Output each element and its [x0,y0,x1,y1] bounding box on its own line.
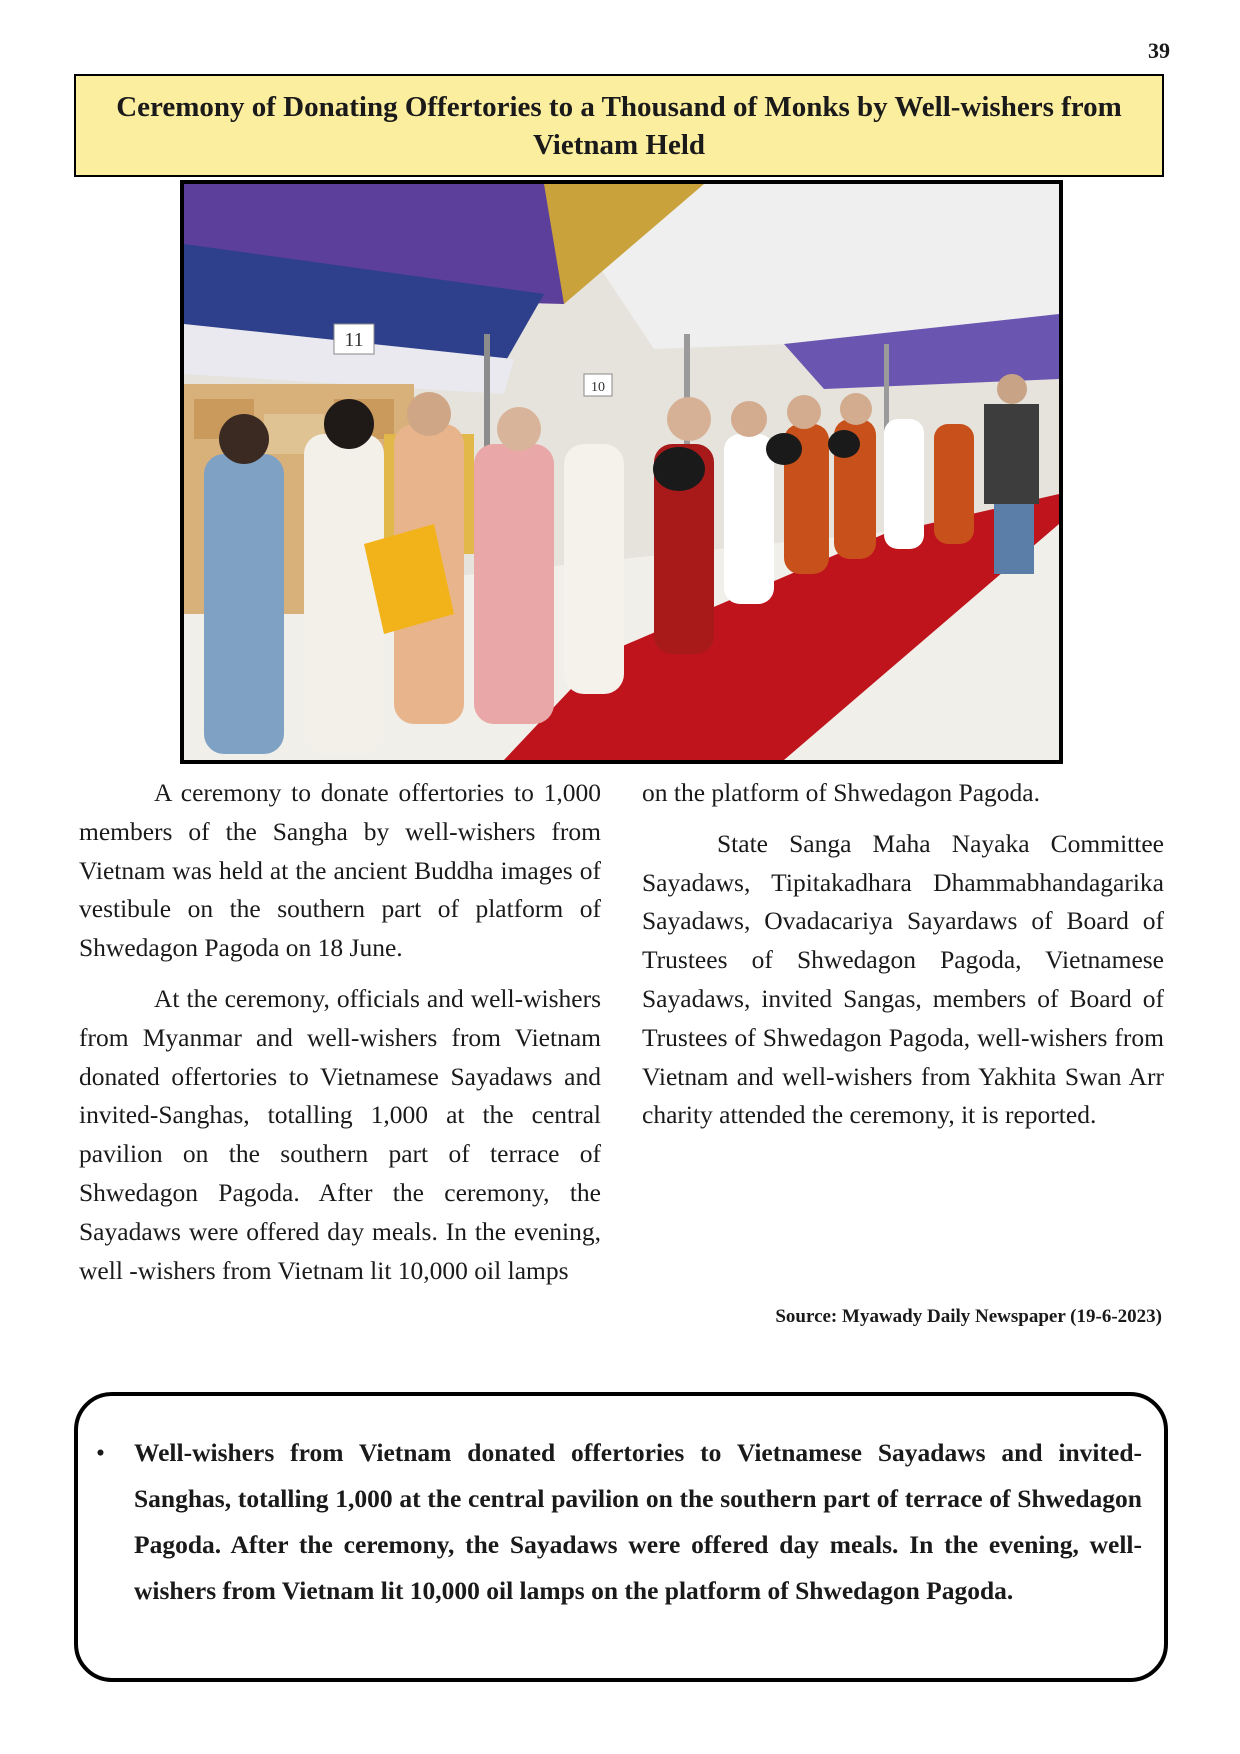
summary-bullet: • Well-wishers from Vietnam donated offertories to Vietnamese Sayadaws and invited-Sanghas, totalling 1,000 at the central pavilion on the southern part of terrace of Shwedagon Pagoda. After the ceremony, the Sayadaws were offered day meals. In the evening, well-wishers from Vietnam lit 10,000 oil lamps on the platform of Shwedagon Pagoda. [134,1430,1142,1614]
ceremony-photo-illustration [184,184,1059,760]
summary-list [78,1396,1164,1614]
booth-sign-11: 11 [344,329,364,351]
article-paragraph-2: At the ceremony, officials and well-wishers from Myanmar and well-wishers from Vietnam donated offertories to Vietnamese Sayadaws and invited-Sanghas, totalling 1,000 at the central pavilion on the southern part of terrace of Shwedagon Pagoda. After the ceremony, the Sayadaws were offered day meals. In the evening, well -wishers from Vietnam lit 10,000 oil lamps [79,983,601,1285]
source-citation: Source: Myawady Daily Newspaper (19-6-2023) [775,1306,1162,1327]
article-right-column [642,774,1164,1147]
article-left-column [79,774,601,1302]
article-paragraph-3: State Sanga Maha Nayaka Committee Sayadaws, Tipitakadhara Dhammabhandagarika Sayadaws, Ovadacariya Sayardaws of Board of Trustees of Shwedagon Pagoda, Vietnamese Sayadaws, invited Sangas, members of Board of Trustees of Shwedagon Pagoda, well-wishers from Vietnam and well-wishers from Yakhita Swan Arr charity attended the ceremony, it is reported. [642,828,1164,1130]
article-title: Ceremony of Donating Offertories to a Thousand of Monks by Well-wishers from Vietnam Held [116,90,1122,161]
title-banner [74,74,1164,177]
summary-box [74,1392,1168,1682]
ceremony-photo [180,180,1063,764]
article-paragraph-1: A ceremony to donate offertories to 1,000 members of the Sangha by well-wishers from Vietnam was held at the ancient Buddha images of vestibule on the southern part of platform of Shwedagon Pagoda on 18 June. [79,778,601,963]
article-paragraph-2-continued: on the platform of Shwedagon Pagoda. [642,778,1041,807]
page-number: 39 [1148,38,1170,63]
booth-sign-10: 10 [591,380,605,395]
